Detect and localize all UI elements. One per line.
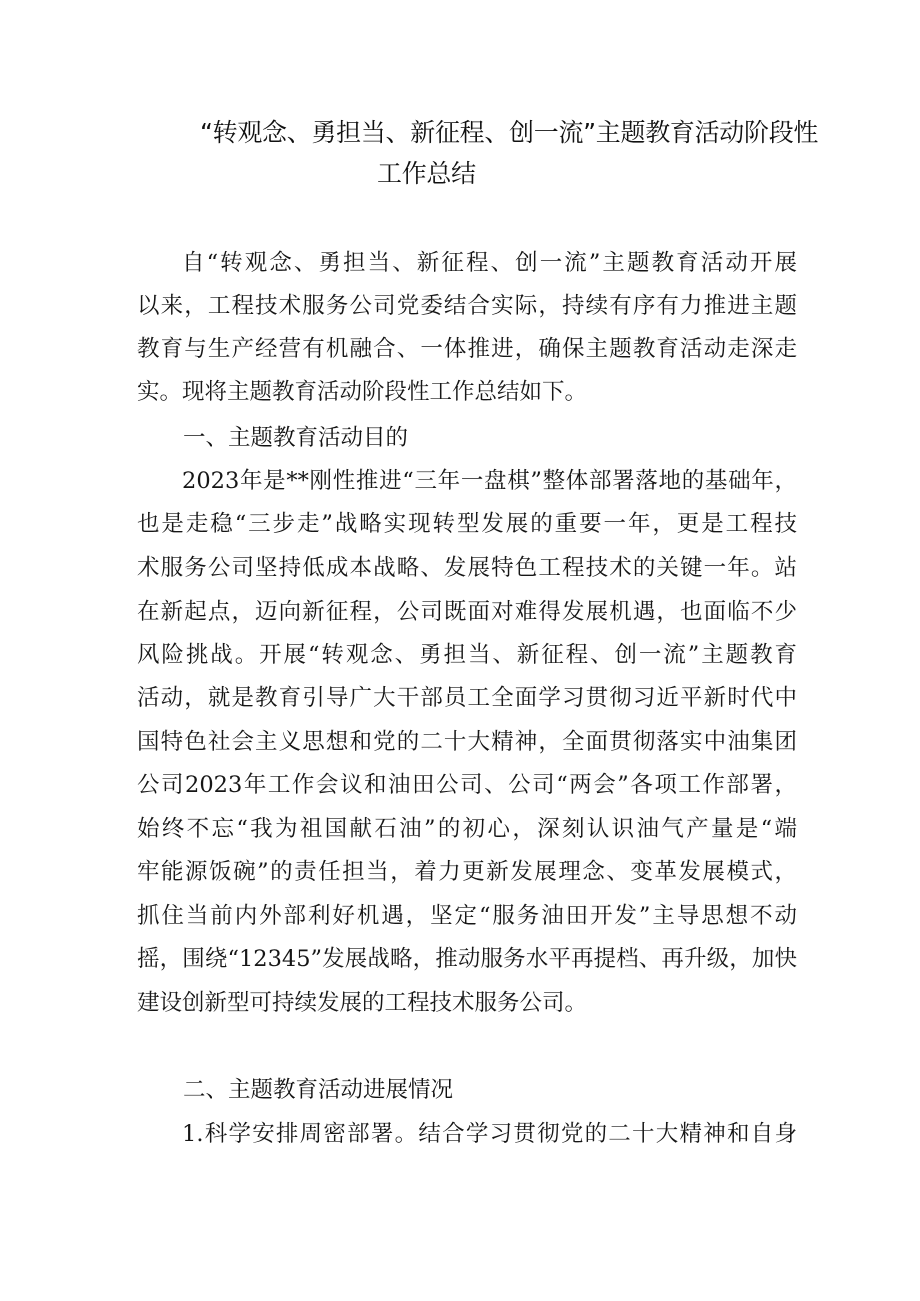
section-1-line: 抓住当前内外部利好机遇，坚定“服务油田开发”主导思想不动: [137, 903, 797, 929]
document-title-line-1: “转观念、勇担当、新征程、创一流”主题教育活动阶段性: [200, 118, 819, 147]
section-2-line: 1.科学安排周密部署。结合学习贯彻党的二十大精神和自身: [182, 1121, 797, 1147]
intro-line: 自“转观念、勇担当、新征程、创一流”主题教育活动开展: [182, 250, 797, 276]
section-1-line: 2023年是**刚性推进“三年一盘棋”整体部署落地的基础年，: [182, 468, 797, 494]
intro-line: 以来，工程技术服务公司党委结合实际，持续有序有力推进主题: [137, 293, 797, 319]
section-1-line: 术服务公司坚持低成本战略、发展特色工程技术的关键一年。站: [137, 555, 797, 581]
section-1-line: 始终不忘“我为祖国献石油”的初心，深刻认识油气产量是“端: [137, 816, 797, 842]
section-1-line: 风险挑战。开展“转观念、勇担当、新征程、创一流”主题教育: [137, 642, 797, 668]
section-1-line: 建设创新型可持续发展的工程技术服务公司。: [137, 990, 588, 1016]
section-1-line: 国特色社会主义思想和党的二十大精神，全面贯彻落实中油集团: [137, 729, 797, 755]
section-1-line: 在新起点，迈向新征程，公司既面对难得发展机遇，也面临不少: [137, 599, 797, 625]
intro-line: 实。现将主题教育活动阶段性工作总结如下。: [137, 379, 588, 405]
section-1-line: 也是走稳“三步走”战略实现转型发展的重要一年，更是工程技: [137, 511, 797, 537]
section-1-line: 活动，就是教育引导广大干部员工全面学习贯彻习近平新时代中: [137, 685, 797, 711]
section-2-heading: 二、主题教育活动进展情况: [183, 1077, 454, 1103]
section-1-line: 摇，围绕“12345”发展战略，推动服务水平再提档、再升级，加快: [137, 946, 797, 972]
section-1-line: 公司2023年工作会议和油田公司、公司“两会”各项工作部署，: [137, 772, 797, 798]
document-title-line-2: 工作总结: [377, 159, 476, 188]
section-1-line: 牢能源饭碗”的责任担当，着力更新发展理念、变革发展模式，: [137, 859, 797, 885]
section-1-heading: 一、主题教育活动目的: [183, 425, 409, 451]
intro-line: 教育与生产经营有机融合、一体推进，确保主题教育活动走深走: [137, 336, 797, 362]
